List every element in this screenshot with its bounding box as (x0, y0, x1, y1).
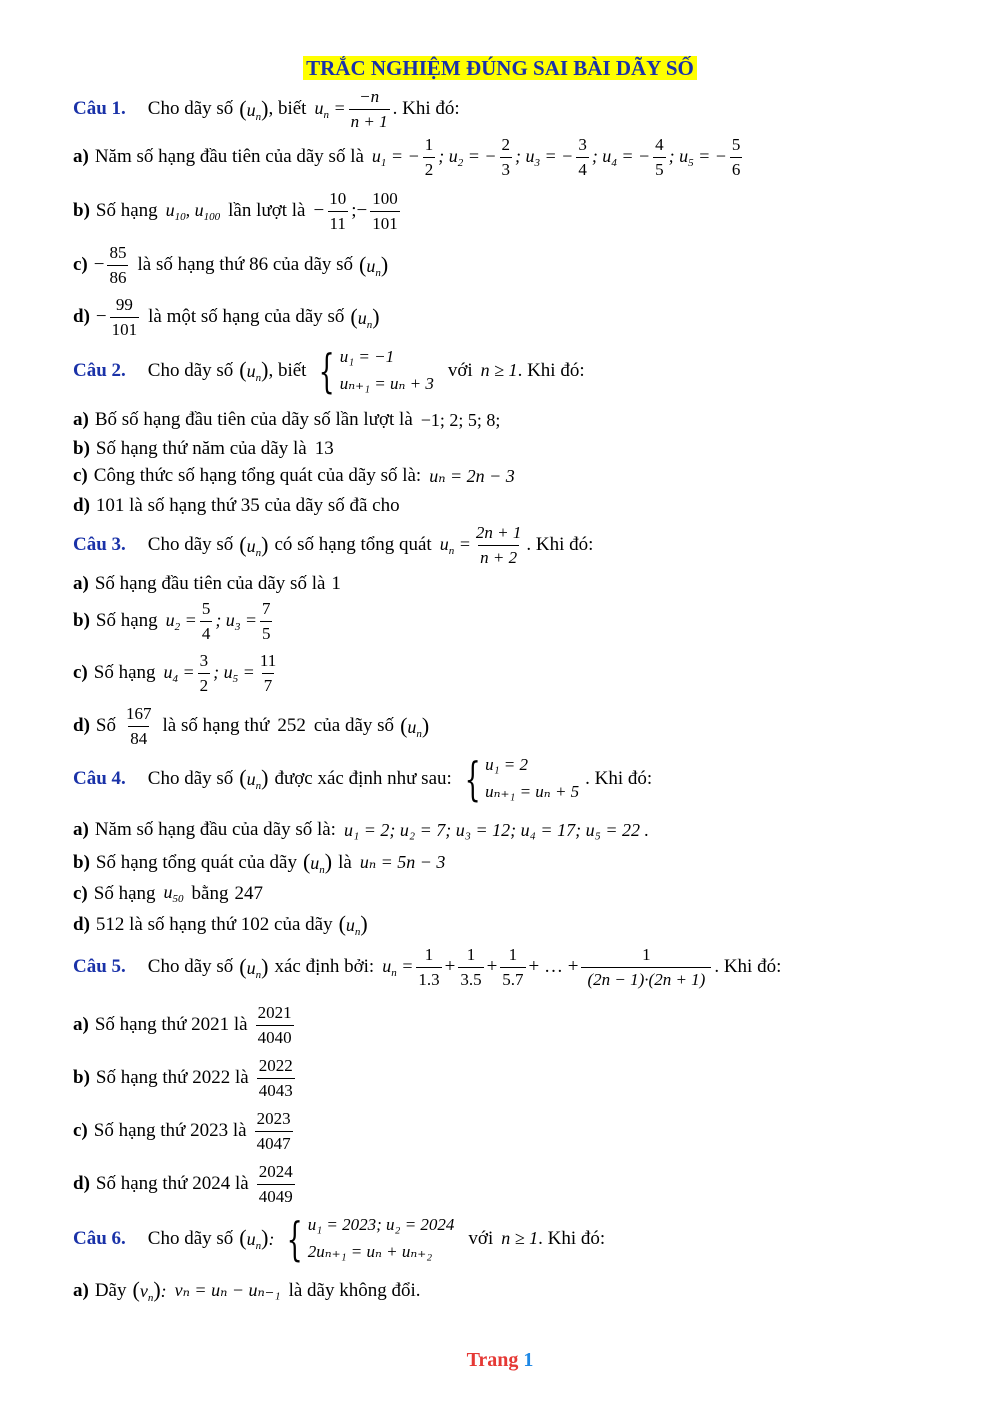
option-label: b) (73, 438, 90, 459)
seq-notation: $(u_n)$ (338, 911, 368, 938)
fraction: $\frac{2024}{4049}$ (258, 1162, 293, 1206)
q2-option-a (73, 410, 500, 431)
option-value: uₙ = 2n − 3 (429, 465, 515, 486)
question-4-text: Cho dãy số (147, 767, 234, 789)
question-6-text: Cho dãy số (147, 1227, 234, 1249)
seq-notation: $(u_n)$ (302, 849, 333, 876)
option-text: Bố số hạng đầu tiên của dãy số lần lượt là (94, 409, 413, 430)
q1-option-d: d) − $\frac{99}{101}$ là một số hạng của dãy số $(u_n)$ (73, 295, 380, 339)
fraction: $\frac{2021}{4040}$ (257, 1003, 292, 1047)
question-5-given: xác định bởi: (274, 956, 375, 978)
option-value: 13 (314, 438, 334, 459)
seq-v-notation: $(v_n)$: (132, 1277, 167, 1304)
option-text: 512 là số hạng thứ 102 của dãy (95, 913, 333, 935)
option-label: d) (73, 495, 90, 516)
q5-option-b (73, 1057, 298, 1100)
question-5-label: Câu 5. (73, 956, 126, 978)
option-mid: lần lượt là (228, 200, 306, 222)
question-4-label: Câu 4. (73, 767, 126, 789)
option-label: c) (73, 1120, 88, 1142)
option-text: Số hạng thứ 2021 là (94, 1014, 248, 1036)
question-5-text: Cho dãy số (147, 956, 234, 978)
q3-option-b: b) Số hạng $u_2$ = $\frac{5}{4}$ ; $u_3$ = $\frac{7}{5}$ (73, 599, 271, 643)
option-text: Số hạng thứ 2022 là (95, 1067, 249, 1089)
question-2-text: Cho dãy số (147, 359, 234, 381)
seq-notation: $(u_n)$ (400, 712, 430, 740)
option-value: 247 (234, 882, 263, 904)
question-1-given: , biết (268, 98, 307, 120)
question-2-given: , biết (268, 359, 307, 381)
fraction: $\frac{11}{7}$ (259, 651, 277, 695)
option-value: u₁ = 2; u₂ = 7; u₃ = 12; u₄ = 17; u₅ = 22 . (343, 819, 649, 840)
fraction: $\frac{3}{2}$ (199, 651, 209, 695)
seq-notation: $(u_n)$ (239, 953, 269, 981)
fraction: $\frac{100}{101}$ (372, 189, 398, 233)
option-label: b) (73, 1067, 90, 1089)
q2-option-d (73, 496, 400, 517)
option-mid: bằng (191, 882, 229, 904)
option-label: a) (73, 146, 89, 168)
option-label: c) (73, 662, 88, 684)
with-word: với (447, 359, 473, 381)
question-4-tail: . Khi đó: (585, 767, 653, 789)
question-1-text: Cho dãy số (147, 98, 234, 120)
q4-option-a (73, 820, 649, 841)
seq-notation: $(u_n)$ (350, 303, 380, 331)
option-text: Số hạng thứ 2023 là (93, 1120, 247, 1142)
option-end: là dãy không đổi. (288, 1279, 421, 1301)
question-3-given: có số hạng tổng quát (274, 534, 432, 556)
option-value: uₙ = 5n − 3 (359, 852, 446, 873)
option-value: −1; 2; 5; 8; (420, 409, 501, 430)
option-text: Số hạng đầu tiên của dãy số là (94, 573, 326, 594)
option-mid: là số hạng thứ (162, 715, 270, 737)
fraction: $\frac{10}{11}$ (329, 189, 347, 233)
option-label: d) (73, 715, 90, 737)
option-text: là số hạng thứ 86 của dãy số (137, 254, 354, 276)
q5-option-d (73, 1163, 298, 1206)
question-2 (73, 344, 585, 398)
q4-option-b (73, 850, 445, 876)
q3-option-c: c) Số hạng $u_4$ = $\frac{3}{2}$ ; $u_5$ = $\frac{11}{7}$ (73, 651, 277, 695)
question-5-tail: . Khi đó: (714, 956, 782, 978)
option-text: Dãy (94, 1279, 127, 1301)
question-1-label: Câu 1. (73, 98, 126, 120)
option-label: b) (73, 851, 90, 873)
option-label: a) (73, 819, 89, 840)
fraction: $\frac{1}{3.5}$ (460, 945, 482, 989)
page-title (0, 56, 1000, 81)
option-text: Công thức số hạng tổng quát của dãy số là: (93, 465, 422, 486)
page-footer (0, 1349, 1000, 1372)
condition: n ≥ 1 (501, 1228, 539, 1249)
seq-notation: $(u_n)$: (239, 1224, 275, 1252)
q1-option-c: c) − $\frac{85}{86}$ là số hạng thứ 86 của dãy số $(u_n)$ (73, 243, 389, 287)
fraction: $\frac{1}{5.7}$ (502, 945, 524, 989)
option-text: Năm số hạng đầu của dãy số là: (94, 819, 336, 840)
option-text: là một số hạng của dãy số (148, 306, 345, 328)
option-text: Số hạng thứ năm của dãy là (95, 438, 307, 459)
seq-notation: $(u_n)$ (239, 531, 269, 559)
with-word: với (468, 1227, 494, 1249)
question-3 (73, 524, 593, 567)
q2-option-b (73, 439, 334, 460)
ellipsis: + … + (528, 956, 579, 978)
question-2-label: Câu 2. (73, 359, 126, 381)
q6-option-a (73, 1278, 421, 1304)
option-text: Số hạng thứ 2024 là (95, 1173, 249, 1195)
option-label: b) (73, 610, 90, 632)
option-value: 1 (331, 573, 341, 594)
recurrence-system: { u₁ = −1 uₙ₊₁ = uₙ + 3 (319, 344, 434, 398)
question-4-given: được xác định như sau: (274, 767, 452, 789)
question-3-label: Câu 3. (73, 534, 126, 556)
fraction: $\frac{85}{86}$ (109, 243, 127, 287)
seq-notation: $(u_n)$ (239, 95, 269, 123)
option-end: của dãy số (313, 715, 395, 737)
formula-fraction: $\frac{-n}{n + 1}$ (350, 87, 388, 131)
page-title-text: TRẮC NGHIỆM ĐÚNG SAI BÀI DÃY SỐ (303, 56, 697, 80)
option-text: Số hạng (93, 882, 156, 904)
fraction: $\frac{167}{84}$ (125, 704, 152, 748)
terms-list: $u_1$ = − $\frac{1}{2}$ ; $u_2$ = − $\frac{2}{3}$ ; $u_3$ = − $\frac{3}{4}$ ; $u_4$ = − $\frac{4}{5}$ ; $u_5$ = − $\frac{5}{6}$ (371, 135, 741, 179)
fraction: $\frac{2023}{4047}$ (256, 1109, 291, 1153)
fraction: $\frac{2022}{4043}$ (258, 1056, 293, 1100)
option-text: Năm số hạng đầu tiên của dãy số là (94, 146, 364, 168)
question-6-label: Câu 6. (73, 1227, 126, 1249)
option-label: d) (73, 306, 90, 328)
question-1-tail: . Khi đó: (392, 98, 460, 120)
q1-option-b: b) Số hạng $u_{10}$, $u_{100}$ lần lượt là − $\frac{10}{11}$ ;− $\frac{100}{101}$ (73, 189, 398, 233)
option-label: b) (73, 200, 90, 222)
question-5: Câu 5. Cho dãy số $(u_n)$ xác định bởi: $u_n$ = $\frac{1}{1.3}$ + $\frac{1}{3.5}$ + $\frac{1}{5.7}$ + … + $\frac{1}{(2n - 1)\cdot(2n + 1)}$ . Khi đó: (73, 945, 782, 989)
option-text: Số hạng tổng quát của dãy (95, 851, 297, 873)
formula-fraction: $\frac{2n + 1}{n + 2}$ (475, 523, 522, 567)
option-label: a) (73, 1279, 89, 1301)
option-text: Số hạng (95, 610, 158, 632)
q3-option-a (73, 574, 341, 595)
question-2-tail: . Khi đó: (517, 359, 585, 381)
fraction: $\frac{5}{4}$ (201, 599, 211, 643)
recurrence-system: { u₁ = 2023; u₂ = 2024 2uₙ₊₁ = uₙ + uₙ₊₂ (287, 1212, 455, 1266)
seq-notation: $(u_n)$ (239, 764, 269, 792)
q5-option-a (73, 1004, 297, 1047)
seq-notation: $(u_n)$ (239, 356, 269, 384)
question-3-tail: . Khi đó: (526, 534, 594, 556)
option-mid: là (338, 851, 352, 873)
option-value: vₙ = uₙ − uₙ₋₁ (174, 1280, 281, 1301)
recurrence-system: { u₁ = 2 uₙ₊₁ = uₙ + 5 (464, 752, 580, 806)
option-text: 101 là số hạng thứ 35 của dãy số đã cho (95, 495, 400, 516)
option-label: c) (73, 465, 88, 486)
question-6 (73, 1212, 606, 1266)
terms: $u_{10}$, $u_{100}$ (165, 199, 221, 223)
option-text: Số (95, 715, 116, 737)
fraction: $\frac{1}{(2n - 1)\cdot(2n + 1)}$ (581, 946, 711, 989)
option-label: c) (73, 882, 88, 904)
q1-option-a (73, 136, 745, 179)
q4-option-d (73, 912, 368, 938)
option-value: 252 (277, 715, 306, 737)
q5-option-c (73, 1110, 296, 1153)
option-text: Số hạng (95, 200, 158, 222)
option-text: Số hạng (93, 662, 156, 684)
condition: n ≥ 1 (480, 360, 518, 381)
option-label: a) (73, 573, 89, 594)
option-label: d) (73, 913, 90, 935)
fraction: $\frac{7}{5}$ (261, 599, 271, 643)
page-number: 1 (523, 1349, 534, 1371)
fraction: $\frac{1}{1.3}$ (418, 945, 440, 989)
question-6-tail: . Khi đó: (538, 1227, 606, 1249)
option-label: a) (73, 1014, 89, 1036)
q3-option-d (73, 705, 429, 748)
footer-word: Trang (466, 1349, 519, 1371)
formula-lhs: $u_n$ = (439, 533, 471, 557)
fraction: $\frac{99}{101}$ (111, 295, 138, 339)
q4-option-c: c) Số hạng $u_{50}$ bằng 247 (73, 882, 263, 905)
question-4 (73, 752, 653, 806)
q2-option-c (73, 466, 515, 487)
seq-notation: $(u_n)$ (359, 251, 389, 279)
option-label: a) (73, 409, 89, 430)
option-label: c) (73, 254, 88, 276)
formula-lhs: $u_n$ = (314, 97, 346, 121)
option-label: d) (73, 1173, 90, 1195)
question-1 (73, 88, 460, 131)
question-3-text: Cho dãy số (147, 534, 234, 556)
